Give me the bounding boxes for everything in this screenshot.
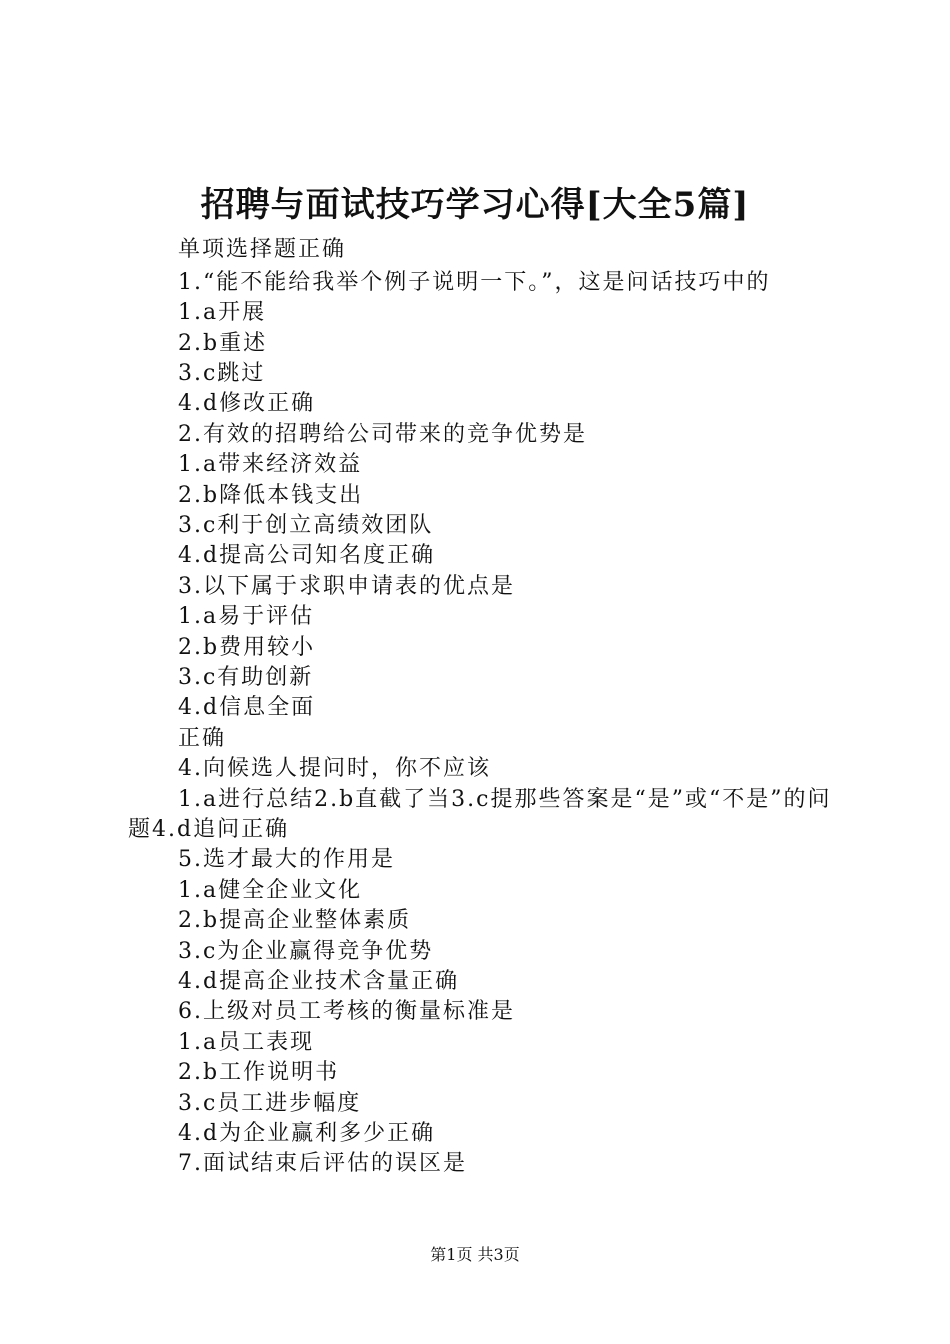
- text-line: 5.选才最大的作用是: [178, 847, 395, 872]
- text-line: 2.b费用较小: [178, 635, 316, 660]
- text-line: 1.a健全企业文化: [178, 878, 363, 903]
- text-line: 4.向候选人提问时，你不应该: [178, 756, 491, 781]
- text-line: 3.c利于创立高绩效团队: [178, 513, 434, 538]
- text-line: 1.a开展: [178, 300, 267, 325]
- document-title: 招聘与面试技巧学习心得[大全5篇]: [200, 185, 750, 225]
- page-footer: 第1页 共3页: [430, 1245, 520, 1264]
- text-line: 2.b工作说明书: [178, 1060, 340, 1085]
- text-line: 3.c员工进步幅度: [178, 1091, 362, 1116]
- text-line: 6.上级对员工考核的衡量标准是: [178, 999, 515, 1024]
- text-line: 4.d提高企业技术含量正确: [178, 969, 460, 994]
- text-paragraph: 1.a进行总结2.b直截了当3.c提那些答案是“是”或“不是”的问题4.d追问正确: [128, 787, 832, 842]
- text-line: 1.a易于评估: [178, 604, 315, 629]
- text-line: 4.d修改正确: [178, 391, 316, 416]
- text-line: 2.有效的招聘给公司带来的竞争优势是: [178, 422, 587, 447]
- text-line: 4.d提高公司知名度正确: [178, 543, 436, 568]
- text-line: 正确: [178, 726, 227, 751]
- text-line: 4.d信息全面: [178, 695, 316, 720]
- text-line: 2.b提高企业整体素质: [178, 908, 412, 933]
- text-line: 3.c有助创新: [178, 665, 314, 690]
- text-line: 7.面试结束后评估的误区是: [178, 1151, 467, 1176]
- text-line: 3.c跳过: [178, 361, 266, 386]
- text-line: 4.d为企业赢利多少正确: [178, 1121, 436, 1146]
- text-line: 1.a带来经济效益: [178, 452, 363, 477]
- text-line: 2.b重述: [178, 331, 268, 356]
- text-line: 单项选择题正确: [178, 237, 347, 262]
- text-line: 2.b降低本钱支出: [178, 483, 364, 508]
- text-line: 3.c为企业赢得竞争优势: [178, 939, 434, 964]
- text-line: 1.“能不能给我举个例子说明一下。”，这是问话技巧中的: [178, 270, 771, 295]
- text-line: 3.以下属于求职申请表的优点是: [178, 574, 515, 599]
- text-line: 1.a员工表现: [178, 1030, 315, 1055]
